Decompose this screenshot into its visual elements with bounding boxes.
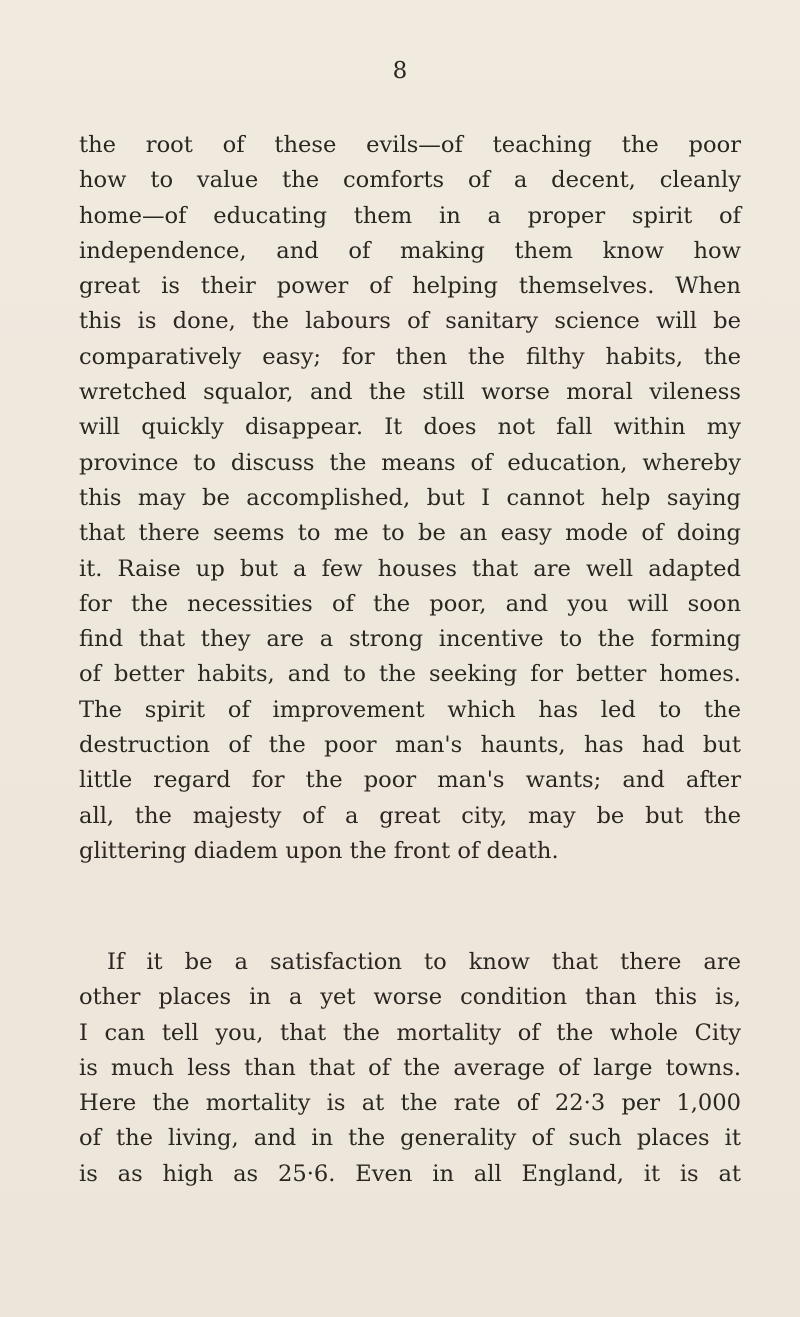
text-line: how to value the comforts of a decent, cleanly (79, 167, 741, 194)
text-line: for the necessities of the poor, and you will soon (79, 590, 741, 617)
text-line: is as high as 25·6. Even in all England, it is at (79, 1160, 741, 1187)
page-number: 8 (392, 58, 408, 84)
text-line: will quickly disappear. It does not fall within my (79, 414, 741, 441)
text-line: independence, and of making them know how (79, 237, 741, 264)
text-line: I can tell you, that the mortality of the whole City (79, 1019, 741, 1046)
text-line: that there seems to me to be an easy mode of doing (79, 520, 741, 547)
text-line: of the living, and in the generality of such places it (79, 1125, 741, 1152)
text-line: glittering diadem upon the front of death. (79, 837, 559, 864)
paragraph-1 (79, 128, 741, 869)
text-line: Here the mortality is at the rate of 22·3 per 1,000 (79, 1090, 741, 1117)
text-line: destruction of the poor man's haunts, has had but (79, 732, 741, 759)
text-line: find that they are a strong incentive to the forming (79, 626, 741, 653)
text-line: great is their power of helping themselves. When (79, 273, 741, 300)
text-line: home—of educating them in a proper spirit of (79, 202, 741, 229)
paragraph-2 (79, 945, 741, 1192)
text-line: other places in a yet worse condition than this is, (79, 984, 741, 1011)
text-line: of better habits, and to the seeking for better homes. (79, 661, 741, 688)
text-line: this is done, the labours of sanitary science will be (79, 308, 741, 335)
text-line: The spirit of improvement which has led to the (79, 696, 741, 723)
text-line: wretched squalor, and the still worse moral vileness (79, 379, 741, 406)
text-line: the root of these evils—of teaching the poor (79, 132, 741, 158)
text-line: province to discuss the means of education, whereby (79, 449, 741, 476)
text-line: all, the majesty of a great city, may be but the (79, 802, 741, 829)
text-line: comparatively easy; for then the filthy habits, the (79, 343, 741, 370)
text-line: this may be accomplished, but I cannot help saying (79, 484, 741, 511)
text-line: If it be a satisfaction to know that there are (107, 949, 741, 975)
text-line: it. Raise up but a few houses that are well adapted (79, 555, 741, 582)
text-line: little regard for the poor man's wants; and after (79, 767, 741, 794)
text-line: is much less than that of the average of large towns. (79, 1054, 741, 1081)
